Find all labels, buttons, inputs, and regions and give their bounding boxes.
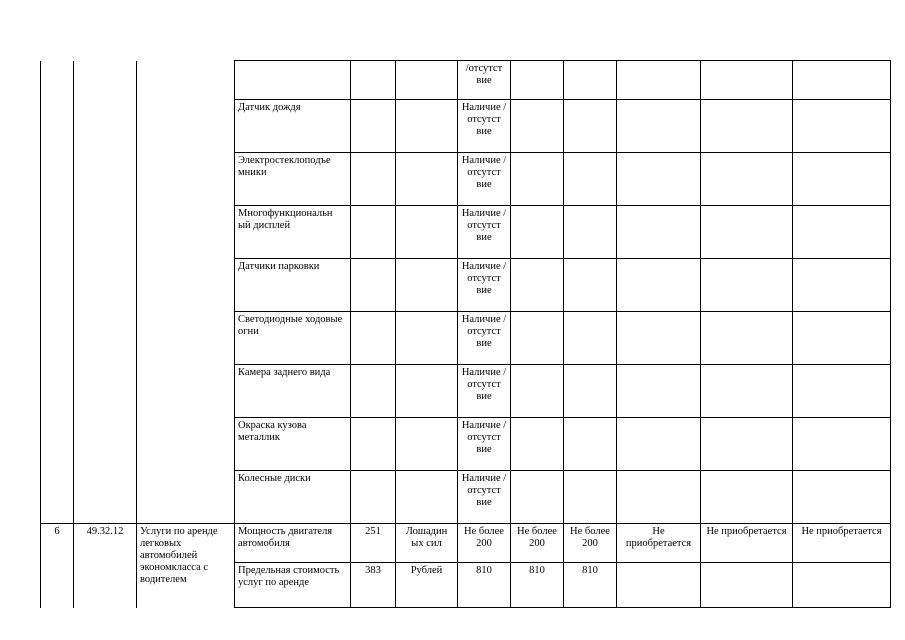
service-cell-continued xyxy=(137,61,235,524)
unit-name xyxy=(396,61,458,100)
unit-name xyxy=(396,365,458,418)
unit-name xyxy=(396,312,458,365)
okei-code: 383 xyxy=(351,563,396,608)
requirement-value: Наличие /отсутст вие xyxy=(458,153,511,206)
table-row xyxy=(41,61,891,100)
requirement-value: Наличие /отсутст вие xyxy=(458,365,511,418)
characteristic-name: Электростеклоподъе мники xyxy=(235,153,351,206)
requirement-value: Наличие /отсутст вие xyxy=(458,100,511,153)
characteristic-name: Камера заднего вида xyxy=(235,365,351,418)
characteristic-name: Колесные диски xyxy=(235,471,351,524)
okei-code xyxy=(351,153,396,206)
okei-code xyxy=(351,61,396,100)
okei-code xyxy=(351,365,396,418)
unit-name xyxy=(396,206,458,259)
okei-code xyxy=(351,259,396,312)
item-number: 6 xyxy=(41,524,74,608)
okei-code: 251 xyxy=(351,524,396,563)
value-2: 810 xyxy=(511,563,564,608)
unit-name: Рублей xyxy=(396,563,458,608)
value-5: Не приобретается xyxy=(701,524,793,563)
unit-name: Лошадин ых сил xyxy=(396,524,458,563)
service-name: Услуги по аренде легковых автомобилей экономкласса с водителем xyxy=(137,524,235,608)
number-cell-continued xyxy=(41,61,74,524)
unit-name xyxy=(396,259,458,312)
unit-name xyxy=(396,471,458,524)
requirements-table xyxy=(40,60,891,608)
okei-code xyxy=(351,312,396,365)
requirement-value: Наличие /отсутст вие xyxy=(458,312,511,365)
characteristic-name: Датчики парковки xyxy=(235,259,351,312)
requirement-value: Наличие /отсутст вие xyxy=(458,418,511,471)
okei-code xyxy=(351,206,396,259)
unit-name xyxy=(396,100,458,153)
characteristic-name: Предельная стоимость услуг по аренде xyxy=(235,563,351,608)
value-4: Не приобретается xyxy=(617,524,701,563)
value-2: Не более 200 xyxy=(511,524,564,563)
okei-code xyxy=(351,100,396,153)
characteristic-name: Мощность двигателя автомобиля xyxy=(235,524,351,563)
characteristic-name: Многофункциональн ый дисплей xyxy=(235,206,351,259)
value-3: 810 xyxy=(564,563,617,608)
requirement-value: Наличие /отсутст вие xyxy=(458,471,511,524)
value-3: Не более 200 xyxy=(564,524,617,563)
value-1: 810 xyxy=(458,563,511,608)
okpd2-code: 49.32.12 xyxy=(74,524,137,608)
characteristic-name xyxy=(235,61,351,100)
requirement-value: Наличие /отсутст вие xyxy=(458,206,511,259)
code-cell-continued xyxy=(74,61,137,524)
requirement-value: Наличие /отсутст вие xyxy=(458,259,511,312)
value-1: Не более 200 xyxy=(458,524,511,563)
characteristic-name: Окраска кузова металлик xyxy=(235,418,351,471)
okei-code xyxy=(351,471,396,524)
characteristic-name: Датчик дождя xyxy=(235,100,351,153)
unit-name xyxy=(396,153,458,206)
table-row xyxy=(41,524,891,563)
okei-code xyxy=(351,418,396,471)
characteristic-name: Светодиодные ходовые огни xyxy=(235,312,351,365)
value-6: Не приобретается xyxy=(793,524,891,563)
unit-name xyxy=(396,418,458,471)
requirement-value: /отсутст вие xyxy=(458,61,511,100)
